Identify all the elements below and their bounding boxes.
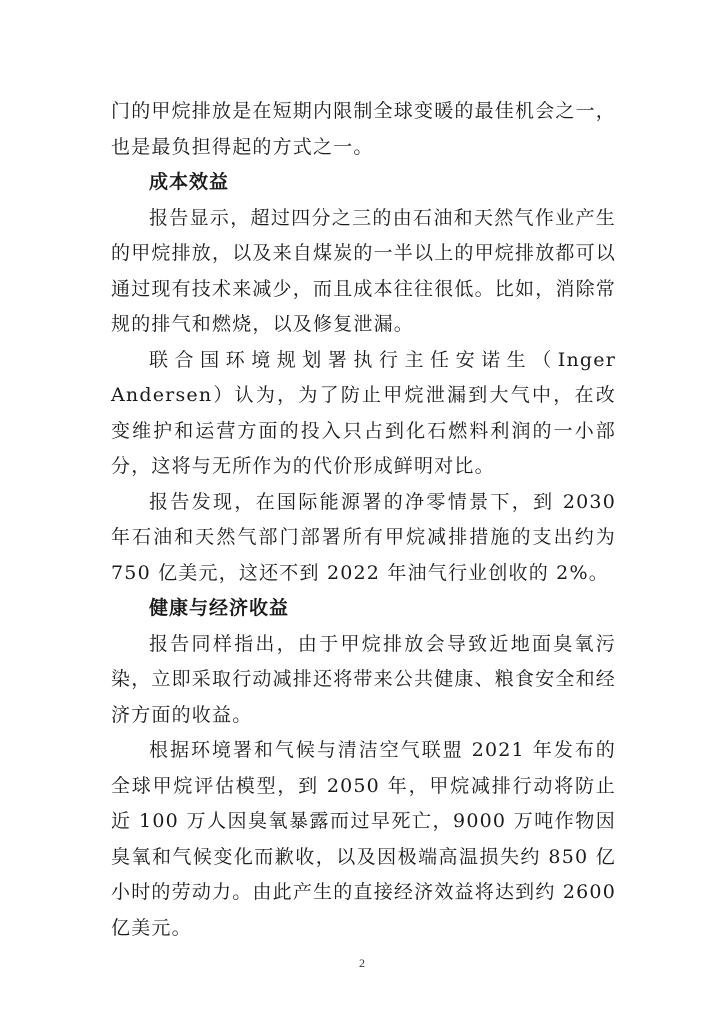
section-heading-cost-benefit: 成本效益 [149,171,230,193]
paragraph-global-methane-assessment: 根据环境署和气候与清洁空气联盟 2021 年发布的全球甲烷评估模型，到 2050 年，甲烷减排行动将防止近 100 万人因臭氧暴露而过早死亡，9000 万吨作物因臭氧和气候变化而歉收，以及因极端高温损失约 850 亿小时的劳动力。由此产生的直接经济效益将达到约 2600 亿美元。 [111,739,616,939]
paragraph-continuation: 门的甲烷排放是在短期内限制全球变暖的最佳机会之一，也是最负担得起的方式之一。 [111,100,617,158]
paragraph-iea-net-zero: 报告发现，在国际能源署的净零情景下，到 2030 年石油和天然气部门部署所有甲烷减排措施的支出约为 750 亿美元，这还不到 2022 年油气行业创收的 2%。 [111,490,616,584]
paragraph-report-shows: 报告显示，超过四分之三的由石油和天然气作业产生的甲烷排放，以及来自煤炭的一半以上的甲烷排放都可以通过现有技术来减少，而且成本往往很低。比如，消除常规的排气和燃烧，以及修复泄漏。 [111,206,617,335]
page-number: 2 [359,956,365,970]
paragraph-ozone-pollution: 报告同样指出，由于甲烷排放会导致近地面臭氧污染，立即采取行动减排还将带来公共健康、粮食安全和经济方面的收益。 [111,632,617,726]
section-heading-health-economy: 健康与经济收益 [149,597,290,619]
paragraph-unep-director: 联合国环境规划署执行主任安诺生（Inger Andersen）认为，为了防止甲烷泄漏到大气中，在改变维护和运营方面的投入只占到化石燃料利润的一小部分，这将与无所作为的代价形成鲜明对比。 [111,348,616,477]
document-body [111,94,616,946]
